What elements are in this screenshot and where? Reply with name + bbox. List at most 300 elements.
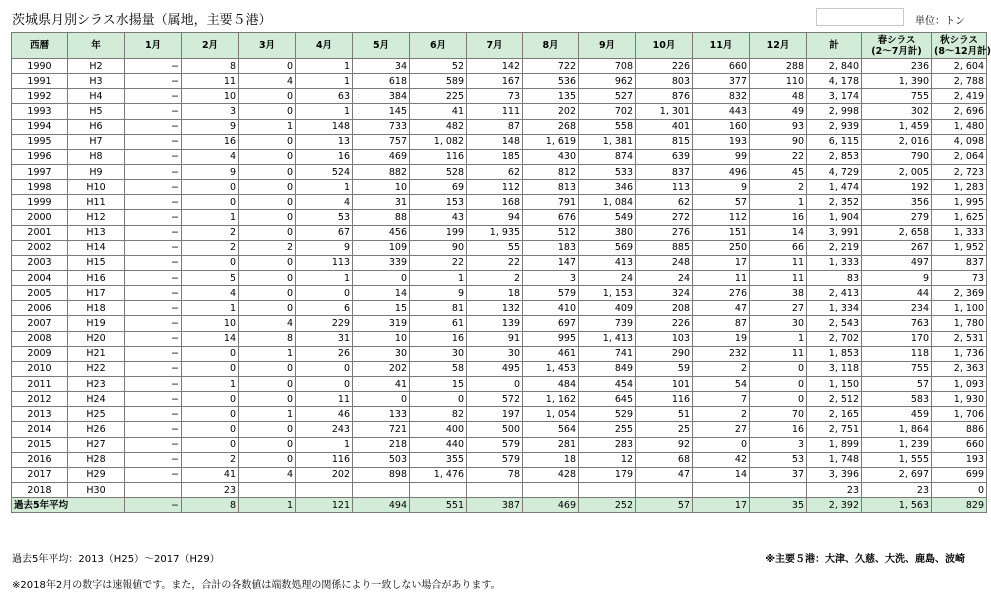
value-cell: 0	[239, 376, 296, 391]
value-cell: 0	[182, 195, 239, 210]
value-cell: 52	[410, 59, 467, 74]
value-cell: −	[125, 104, 182, 119]
value-cell: 1, 153	[579, 286, 636, 301]
value-cell: 22	[410, 255, 467, 270]
value-cell: 583	[862, 392, 932, 407]
value-cell: −	[125, 255, 182, 270]
value-cell: 38	[750, 286, 807, 301]
value-cell: 2, 840	[807, 59, 862, 74]
footnote: ※2018年2月の数字は速報値です。また，合計の各数値は端数処理の関係により一致しない場合があります。	[12, 580, 501, 591]
value-cell: 81	[410, 301, 467, 316]
value-cell: −	[125, 210, 182, 225]
value-cell: 1, 162	[523, 392, 579, 407]
value-cell: 0	[182, 407, 239, 422]
value-cell: 536	[523, 74, 579, 89]
value-cell: 43	[410, 210, 467, 225]
value-cell: 874	[579, 149, 636, 164]
column-header: 6月	[410, 33, 467, 59]
value-cell: 226	[636, 59, 693, 74]
value-cell	[579, 482, 636, 497]
value-cell: 1	[296, 59, 353, 74]
value-cell: 0	[182, 346, 239, 361]
era-cell: H27	[68, 437, 125, 452]
value-cell: 229	[296, 316, 353, 331]
value-cell: 116	[296, 452, 353, 467]
value-cell: −	[125, 180, 182, 195]
year-cell: 2013	[12, 407, 68, 422]
value-cell: 1	[182, 301, 239, 316]
value-cell: 12	[579, 452, 636, 467]
average-value-cell: 57	[636, 498, 693, 513]
value-cell: 1, 555	[862, 452, 932, 467]
value-cell: 62	[636, 195, 693, 210]
value-cell: 6	[296, 301, 353, 316]
value-cell: 0	[750, 376, 807, 391]
value-cell: 377	[693, 74, 750, 89]
value-cell: −	[125, 270, 182, 285]
value-cell: 1, 390	[862, 74, 932, 89]
column-header: 年	[68, 33, 125, 59]
value-cell: 148	[467, 134, 523, 149]
value-cell: 1, 625	[932, 210, 987, 225]
value-cell: 13	[296, 134, 353, 149]
table-row	[12, 225, 987, 240]
value-cell: 1, 334	[807, 301, 862, 316]
table-header-row	[12, 33, 987, 59]
value-cell: 41	[353, 376, 410, 391]
value-cell: 0	[239, 361, 296, 376]
value-cell: 276	[693, 286, 750, 301]
value-cell: 2	[182, 240, 239, 255]
value-cell: 87	[693, 316, 750, 331]
value-cell: 0	[467, 376, 523, 391]
column-header: 計	[807, 33, 862, 59]
value-cell: 430	[523, 149, 579, 164]
value-cell: 202	[523, 104, 579, 119]
value-cell: 283	[579, 437, 636, 452]
value-cell: 0	[239, 164, 296, 179]
value-cell: 733	[353, 119, 410, 134]
value-cell: 0	[239, 422, 296, 437]
value-cell: 0	[182, 437, 239, 452]
table-row	[12, 59, 987, 74]
era-cell: H23	[68, 376, 125, 391]
value-cell: 57	[693, 195, 750, 210]
value-cell: 2	[182, 452, 239, 467]
value-cell: 2, 723	[932, 164, 987, 179]
value-cell: 15	[410, 376, 467, 391]
value-cell: 1, 930	[932, 392, 987, 407]
table-row	[12, 164, 987, 179]
value-cell: 763	[862, 316, 932, 331]
average-value-cell: −	[125, 498, 182, 513]
value-cell: 23	[807, 482, 862, 497]
value-cell: 30	[467, 346, 523, 361]
table-row	[12, 452, 987, 467]
value-cell: 1, 084	[579, 195, 636, 210]
value-cell: 41	[410, 104, 467, 119]
value-cell: 147	[523, 255, 579, 270]
value-cell: −	[125, 59, 182, 74]
value-cell: 0	[239, 255, 296, 270]
value-cell: 83	[807, 270, 862, 285]
column-header: 西暦	[12, 33, 68, 59]
column-header: 11月	[693, 33, 750, 59]
value-cell: 57	[862, 376, 932, 391]
value-cell: −	[125, 467, 182, 482]
value-cell: 103	[636, 331, 693, 346]
table-row	[12, 301, 987, 316]
value-cell: 14	[353, 286, 410, 301]
value-cell: 132	[467, 301, 523, 316]
value-cell: 3, 118	[807, 361, 862, 376]
value-cell: 319	[353, 316, 410, 331]
value-cell: 324	[636, 286, 693, 301]
value-cell: 31	[353, 195, 410, 210]
value-cell: 0	[353, 270, 410, 285]
value-cell: 618	[353, 74, 410, 89]
value-cell: 400	[410, 422, 467, 437]
value-cell: 2, 419	[932, 89, 987, 104]
value-cell: −	[125, 286, 182, 301]
value-cell: 61	[410, 316, 467, 331]
table-row	[12, 210, 987, 225]
value-cell: 23	[862, 482, 932, 497]
year-cell: 2009	[12, 346, 68, 361]
value-cell	[750, 482, 807, 497]
value-cell: 791	[523, 195, 579, 210]
era-cell: H4	[68, 89, 125, 104]
table-row	[12, 437, 987, 452]
value-cell: 500	[467, 422, 523, 437]
value-cell: 1, 853	[807, 346, 862, 361]
value-cell: 73	[932, 270, 987, 285]
value-cell: 9	[862, 270, 932, 285]
era-cell: H13	[68, 225, 125, 240]
value-cell: 1, 459	[862, 119, 932, 134]
era-cell: H8	[68, 149, 125, 164]
average-period-note: 過去5年平均：2013（H25）～2017（H29）	[12, 554, 220, 565]
value-cell: 356	[862, 195, 932, 210]
value-cell: 0	[182, 361, 239, 376]
value-cell: 0	[410, 392, 467, 407]
value-cell: 413	[579, 255, 636, 270]
value-cell: 0	[239, 286, 296, 301]
value-cell: −	[125, 376, 182, 391]
value-cell: 153	[410, 195, 467, 210]
value-cell: 1, 864	[862, 422, 932, 437]
value-cell: 183	[523, 240, 579, 255]
table-row	[12, 89, 987, 104]
year-cell: 2006	[12, 301, 68, 316]
table-row	[12, 180, 987, 195]
value-cell: −	[125, 301, 182, 316]
value-cell: 82	[410, 407, 467, 422]
table-row	[12, 376, 987, 391]
year-cell: 2012	[12, 392, 68, 407]
value-cell	[125, 482, 182, 497]
value-cell: 0	[693, 437, 750, 452]
value-cell: 16	[410, 331, 467, 346]
value-cell: 2, 697	[862, 467, 932, 482]
value-cell: −	[125, 149, 182, 164]
era-cell: H16	[68, 270, 125, 285]
year-cell: 2011	[12, 376, 68, 391]
value-cell: 3, 396	[807, 467, 862, 482]
value-cell: 579	[467, 437, 523, 452]
value-cell: 1	[410, 270, 467, 285]
value-cell: 4, 729	[807, 164, 862, 179]
table-row	[12, 331, 987, 346]
value-cell: 1	[182, 210, 239, 225]
value-cell: 11	[750, 255, 807, 270]
value-cell: −	[125, 316, 182, 331]
value-cell: 0	[239, 270, 296, 285]
year-cell: 1992	[12, 89, 68, 104]
value-cell: 849	[579, 361, 636, 376]
value-cell: 2, 998	[807, 104, 862, 119]
era-cell: H19	[68, 316, 125, 331]
era-cell: H14	[68, 240, 125, 255]
value-cell: 2, 531	[932, 331, 987, 346]
value-cell: 0	[182, 180, 239, 195]
year-cell: 1996	[12, 149, 68, 164]
value-cell: 10	[182, 316, 239, 331]
average-value-cell: 1	[239, 498, 296, 513]
value-cell: 8	[182, 59, 239, 74]
value-cell: 290	[636, 346, 693, 361]
value-cell: 384	[353, 89, 410, 104]
value-cell: 0	[353, 392, 410, 407]
value-cell: 2, 543	[807, 316, 862, 331]
average-value-cell: 252	[579, 498, 636, 513]
value-cell: 3	[750, 437, 807, 452]
value-cell: 62	[467, 164, 523, 179]
value-cell: 2, 165	[807, 407, 862, 422]
value-cell: 99	[693, 149, 750, 164]
column-header: 9月	[579, 33, 636, 59]
value-cell: 454	[579, 376, 636, 391]
table-row	[12, 346, 987, 361]
era-cell: H5	[68, 104, 125, 119]
year-cell: 1993	[12, 104, 68, 119]
value-cell: 722	[523, 59, 579, 74]
value-cell: 2, 219	[807, 240, 862, 255]
value-cell: 699	[932, 467, 987, 482]
value-cell: −	[125, 195, 182, 210]
value-cell: 63	[296, 89, 353, 104]
value-cell: 0	[239, 210, 296, 225]
value-cell: 2, 352	[807, 195, 862, 210]
value-cell: 30	[410, 346, 467, 361]
value-cell: 250	[693, 240, 750, 255]
value-cell: 702	[579, 104, 636, 119]
table-row	[12, 149, 987, 164]
column-header: 8月	[523, 33, 579, 59]
value-cell	[296, 482, 353, 497]
year-cell: 2008	[12, 331, 68, 346]
value-cell: −	[125, 452, 182, 467]
value-cell: 832	[693, 89, 750, 104]
value-cell: 51	[636, 407, 693, 422]
year-cell: 2003	[12, 255, 68, 270]
value-cell: 569	[579, 240, 636, 255]
column-header: 1月	[125, 33, 182, 59]
average-label: 過去5年平均	[12, 498, 125, 513]
page-title: 茨城県月別シラス水揚量（属地，主要５港）	[12, 13, 272, 28]
value-cell: 19	[693, 331, 750, 346]
value-cell: 4	[182, 149, 239, 164]
value-cell: 1, 283	[932, 180, 987, 195]
value-cell: 192	[862, 180, 932, 195]
value-cell: 288	[750, 59, 807, 74]
value-cell: 4	[239, 316, 296, 331]
value-cell: 170	[862, 331, 932, 346]
value-cell: 112	[693, 210, 750, 225]
value-cell: 1	[750, 331, 807, 346]
value-cell: 59	[636, 361, 693, 376]
value-cell: 876	[636, 89, 693, 104]
value-cell	[693, 482, 750, 497]
value-cell: 66	[750, 240, 807, 255]
value-cell: 113	[636, 180, 693, 195]
value-cell: 54	[693, 376, 750, 391]
value-cell: 135	[523, 89, 579, 104]
value-cell: 69	[410, 180, 467, 195]
average-value-cell: 17	[693, 498, 750, 513]
value-cell: 58	[410, 361, 467, 376]
value-cell: 579	[523, 286, 579, 301]
value-cell: 185	[467, 149, 523, 164]
value-cell: 2, 853	[807, 149, 862, 164]
value-cell: 90	[410, 240, 467, 255]
value-cell: 0	[932, 482, 987, 497]
value-cell: 1, 935	[467, 225, 523, 240]
value-cell: 236	[862, 59, 932, 74]
column-header: 4月	[296, 33, 353, 59]
value-cell: 168	[467, 195, 523, 210]
value-cell: 1, 899	[807, 437, 862, 452]
value-cell: 676	[523, 210, 579, 225]
value-cell: 645	[579, 392, 636, 407]
value-cell: 48	[750, 89, 807, 104]
value-cell: 68	[636, 452, 693, 467]
value-cell: 87	[467, 119, 523, 134]
value-cell: 549	[579, 210, 636, 225]
year-cell: 1994	[12, 119, 68, 134]
average-value-cell: 8	[182, 498, 239, 513]
era-cell: H26	[68, 422, 125, 437]
value-cell: 4, 178	[807, 74, 862, 89]
year-cell: 1990	[12, 59, 68, 74]
value-cell: −	[125, 89, 182, 104]
value-cell: 30	[353, 346, 410, 361]
value-cell: 527	[579, 89, 636, 104]
value-cell: 142	[467, 59, 523, 74]
value-cell: 1, 082	[410, 134, 467, 149]
value-cell: 208	[636, 301, 693, 316]
value-cell: 37	[750, 467, 807, 482]
year-cell: 2001	[12, 225, 68, 240]
value-cell: 484	[523, 376, 579, 391]
value-cell: 524	[296, 164, 353, 179]
value-cell: 1, 239	[862, 437, 932, 452]
table-row	[12, 482, 987, 497]
value-cell: 469	[353, 149, 410, 164]
value-cell: 461	[523, 346, 579, 361]
value-cell: 886	[932, 422, 987, 437]
year-cell: 2018	[12, 482, 68, 497]
value-cell: 279	[862, 210, 932, 225]
value-cell: 268	[523, 119, 579, 134]
value-cell: 0	[239, 195, 296, 210]
value-cell: 14	[750, 225, 807, 240]
value-cell: −	[125, 331, 182, 346]
year-cell: 2017	[12, 467, 68, 482]
value-cell: 2	[750, 180, 807, 195]
value-cell: 0	[750, 392, 807, 407]
value-cell: 41	[182, 467, 239, 482]
value-cell: 16	[750, 210, 807, 225]
value-cell: 1, 054	[523, 407, 579, 422]
value-cell: 1, 100	[932, 301, 987, 316]
average-value-cell: 35	[750, 498, 807, 513]
value-cell: 4	[182, 286, 239, 301]
value-cell: −	[125, 134, 182, 149]
value-cell: 218	[353, 437, 410, 452]
era-cell: H3	[68, 74, 125, 89]
value-cell: −	[125, 361, 182, 376]
value-cell: 281	[523, 437, 579, 452]
value-cell: 145	[353, 104, 410, 119]
value-cell: 0	[296, 376, 353, 391]
value-cell: 4	[239, 74, 296, 89]
value-cell: −	[125, 422, 182, 437]
year-cell: 2007	[12, 316, 68, 331]
year-cell: 2016	[12, 452, 68, 467]
value-cell: −	[125, 407, 182, 422]
table-row	[12, 467, 987, 482]
value-cell: 11	[693, 270, 750, 285]
value-cell: 47	[636, 467, 693, 482]
value-cell: 90	[750, 134, 807, 149]
value-cell	[523, 482, 579, 497]
table-row	[12, 240, 987, 255]
value-cell: 579	[467, 452, 523, 467]
value-cell: 2, 751	[807, 422, 862, 437]
value-cell: 27	[693, 422, 750, 437]
average-row	[12, 498, 987, 513]
era-cell: H22	[68, 361, 125, 376]
value-cell: 5	[182, 270, 239, 285]
value-cell: 267	[862, 240, 932, 255]
value-cell: 67	[296, 225, 353, 240]
column-header: 12月	[750, 33, 807, 59]
value-cell: 1, 476	[410, 467, 467, 482]
year-cell: 1998	[12, 180, 68, 195]
value-cell: 9	[693, 180, 750, 195]
era-cell: H30	[68, 482, 125, 497]
value-cell: 53	[750, 452, 807, 467]
value-cell: 1, 301	[636, 104, 693, 119]
value-cell: 9	[182, 164, 239, 179]
value-cell: 46	[296, 407, 353, 422]
average-value-cell: 469	[523, 498, 579, 513]
value-cell: 2, 413	[807, 286, 862, 301]
value-cell: 88	[353, 210, 410, 225]
table-row	[12, 119, 987, 134]
value-cell: 9	[182, 119, 239, 134]
